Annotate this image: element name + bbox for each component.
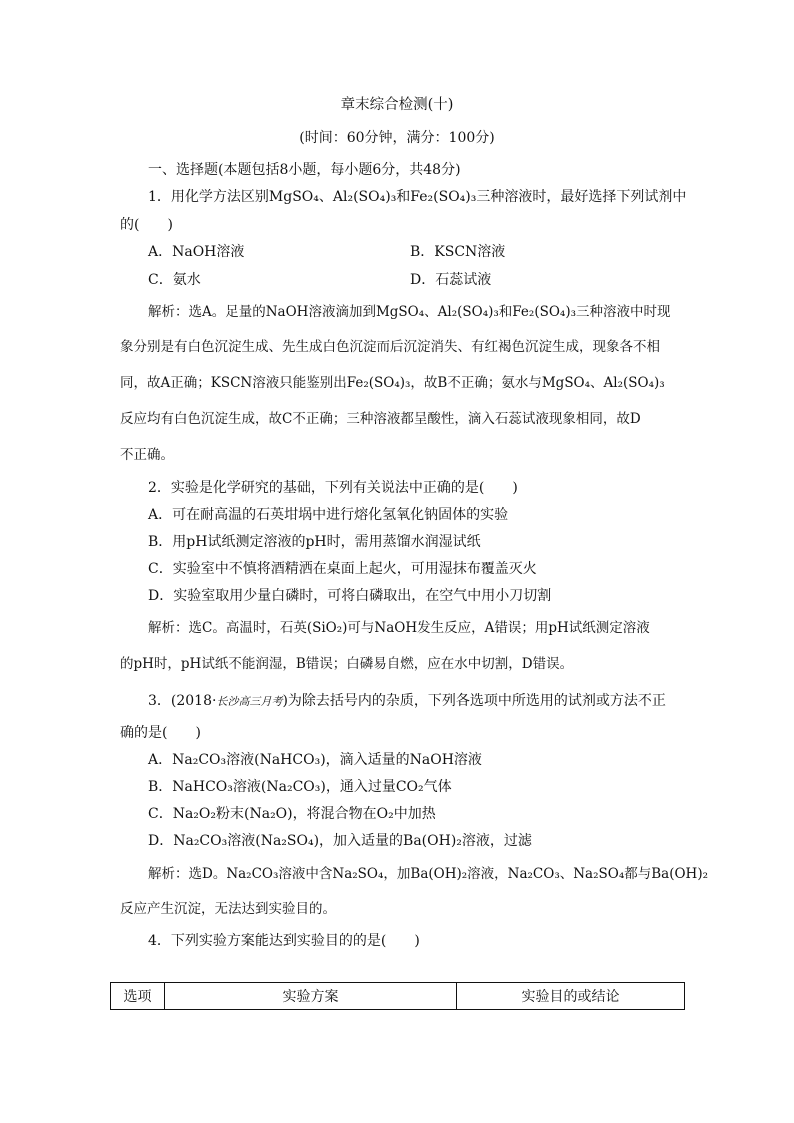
table-header-row: [111, 983, 685, 1010]
table-header-purpose: 实验目的或结论: [457, 983, 685, 1010]
q2-option-a: A．可在耐高温的石英坩埚中进行熔化氢氧化钠固体的实验: [148, 507, 509, 523]
q2-option-b: B．用pH试纸测定溶液的pH时，需用蒸馏水润湿试纸: [148, 534, 481, 550]
q3-option-a: A．Na₂CO₃溶液(NaHCO₃)，滴入适量的NaOH溶液: [148, 752, 482, 768]
q2-option-c: C．实验室中不慎将酒精洒在桌面上起火，可用湿抹布覆盖灭火: [148, 561, 537, 577]
q2-option-d: D．实验室取用少量白磷时，可将白磷取出，在空气中用小刀切割: [148, 588, 552, 604]
q3-option-d: D．Na₂CO₃溶液(Na₂SO₄)，加入适量的Ba(OH)₂溶液，过滤: [148, 833, 532, 849]
q1-option-c: C．氨水: [148, 272, 201, 288]
q1-answer-line4: 反应均有白色沉淀生成，故C不正确；三种溶液都呈酸性，滴入石蕊试液现象相同，故D: [120, 411, 641, 427]
q3-stem-prefix: 3．(2018·: [148, 693, 217, 709]
q4-stem: 4．下列实验方案能达到实验目的的是( ): [148, 933, 420, 949]
q1-option-a: A．NaOH溶液: [148, 244, 245, 260]
q2-stem: 2．实验是化学研究的基础，下列有关说法中正确的是( ): [148, 480, 518, 496]
q1-stem-line1: 1．用化学方法区别MgSO₄、Al₂(SO₄)₃和Fe₂(SO₄)₃三种溶液时，最好选择下列试剂中: [148, 189, 687, 205]
q3-option-b: B．NaHCO₃溶液(Na₂CO₃)，通入过量CO₂气体: [148, 779, 452, 795]
page-title: 章末综合检测(十): [340, 97, 454, 113]
q3-stem-line1: [148, 692, 666, 711]
q1-answer-line5: 不正确。: [120, 447, 174, 463]
q4-options-table: [110, 982, 685, 1010]
q3-answer-line2: 反应产生沉淀，无法达到实验目的。: [120, 901, 336, 917]
q3-source: 长沙高三月考: [216, 695, 283, 708]
page-subtitle: (时间：60分钟，满分：100分): [299, 130, 495, 146]
q1-option-b: B．KSCN溶液: [410, 244, 506, 260]
q1-answer-line3: 同，故A正确；KSCN溶液只能鉴别出Fe₂(SO₄)₃，故B不正确；氨水与MgSO₄、Al₂(SO₄)₃: [120, 375, 665, 391]
q3-stem-suffix: )为除去括号内的杂质，下列各选项中所选用的试剂或方法不正: [282, 693, 666, 709]
q2-answer-line1: 解析：选C。高温时，石英(SiO₂)可与NaOH发生反应，A错误；用pH试纸测定溶液: [148, 620, 650, 636]
q1-answer-line1: 解析：选A。足量的NaOH溶液滴加到MgSO₄、Al₂(SO₄)₃和Fe₂(SO₄)₃三种溶液中时现: [148, 304, 671, 320]
table-header-plan: 实验方案: [165, 983, 457, 1010]
q3-stem-line2: 确的是( ): [120, 725, 201, 741]
q2-answer-line2: 的pH时，pH试纸不能润湿，B错误；白磷易自燃，应在水中切割，D错误。: [120, 656, 574, 672]
table-header-option: 选项: [111, 983, 165, 1010]
q1-option-d: D．石蕊试液: [410, 272, 492, 288]
q3-answer-line1: 解析：选D。Na₂CO₃溶液中含Na₂SO₄，加Ba(OH)₂溶液，Na₂CO₃、Na₂SO₄都与Ba(OH)₂: [148, 866, 708, 882]
q3-option-c: C．Na₂O₂粉末(Na₂O)，将混合物在O₂中加热: [148, 806, 436, 822]
q1-answer-line2: 象分别是有白色沉淀生成、先生成白色沉淀而后沉淀消失、有红褐色沉淀生成，现象各不相: [120, 339, 660, 355]
section-heading: 一、选择题(本题包括8小题，每小题6分，共48分): [148, 162, 461, 178]
q1-stem-line2: 的( ): [120, 217, 173, 233]
